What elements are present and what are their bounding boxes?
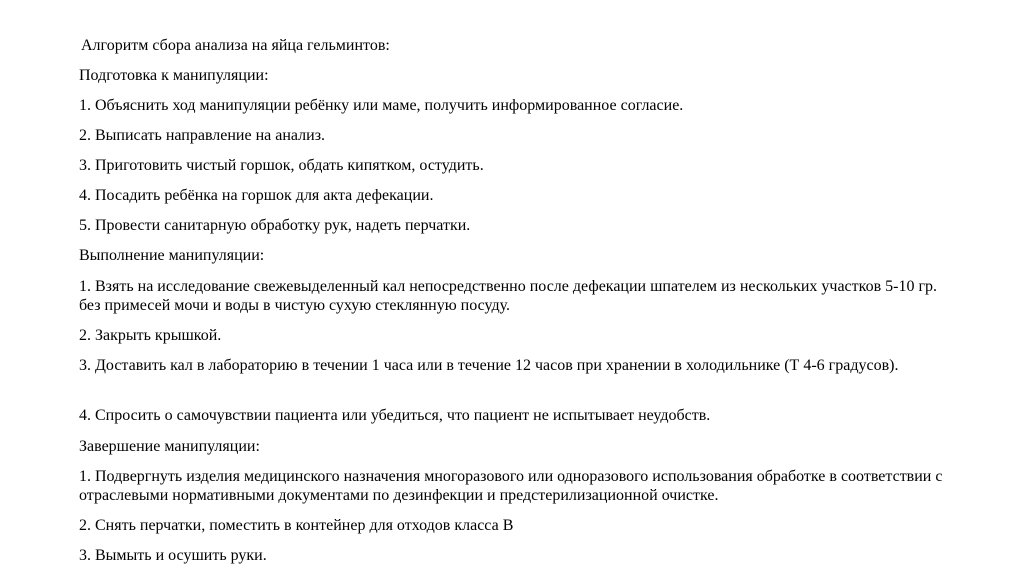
completion-step-3: 3. Вымыть и осушить руки. [79, 547, 267, 564]
execution-step-1: 1. Взять на исследование свежевыделенный кал непосредственно после дефекации шпателем из нескольких участков 5-10 гр. без примесей мочи и воды в чистую сухую стеклянную посуду. [79, 278, 938, 314]
preparation-step-4: 4. Посадить ребёнка на горшок для акта дефекации. [79, 187, 434, 204]
document-title: Алгоритм сбора анализа на яйца гельминтов: [81, 37, 390, 54]
execution-step-2: 2. Закрыть крышкой. [79, 327, 222, 344]
preparation-step-3: 3. Приготовить чистый горшок, обдать кипятком, остудить. [79, 157, 484, 174]
execution-step-3: 3. Доставить кал в лабораторию в течении 1 часа или в течение 12 часов при хранении в холодильнике (Т 4-6 градусов). [79, 357, 899, 374]
completion-step-1: 1. Подвергнуть изделия медицинского назначения многоразового или одноразового использования обработке в соответствии с отраслевыми нормативными документами по дезинфекции и предстерилизационной очистке. [79, 468, 943, 504]
preparation-step-5: 5. Провести санитарную обработку рук, надеть перчатки. [79, 217, 471, 234]
preparation-step-2: 2. Выписать направление на анализ. [79, 127, 326, 144]
execution-step-4: 4. Спросить о самочувствии пациента или убедиться, что пациент не испытывает неудобств. [79, 407, 711, 424]
section-heading-execution: Выполнение манипуляции: [79, 247, 265, 264]
section-heading-completion: Завершение манипуляции: [79, 438, 260, 455]
preparation-step-1: 1. Объяснить ход манипуляции ребёнку или маме, получить информированное согласие. [79, 97, 684, 114]
section-heading-preparation: Подготовка к манипуляции: [79, 67, 269, 84]
completion-step-2: 2. Снять перчатки, поместить в контейнер для отходов класса В [79, 517, 514, 534]
